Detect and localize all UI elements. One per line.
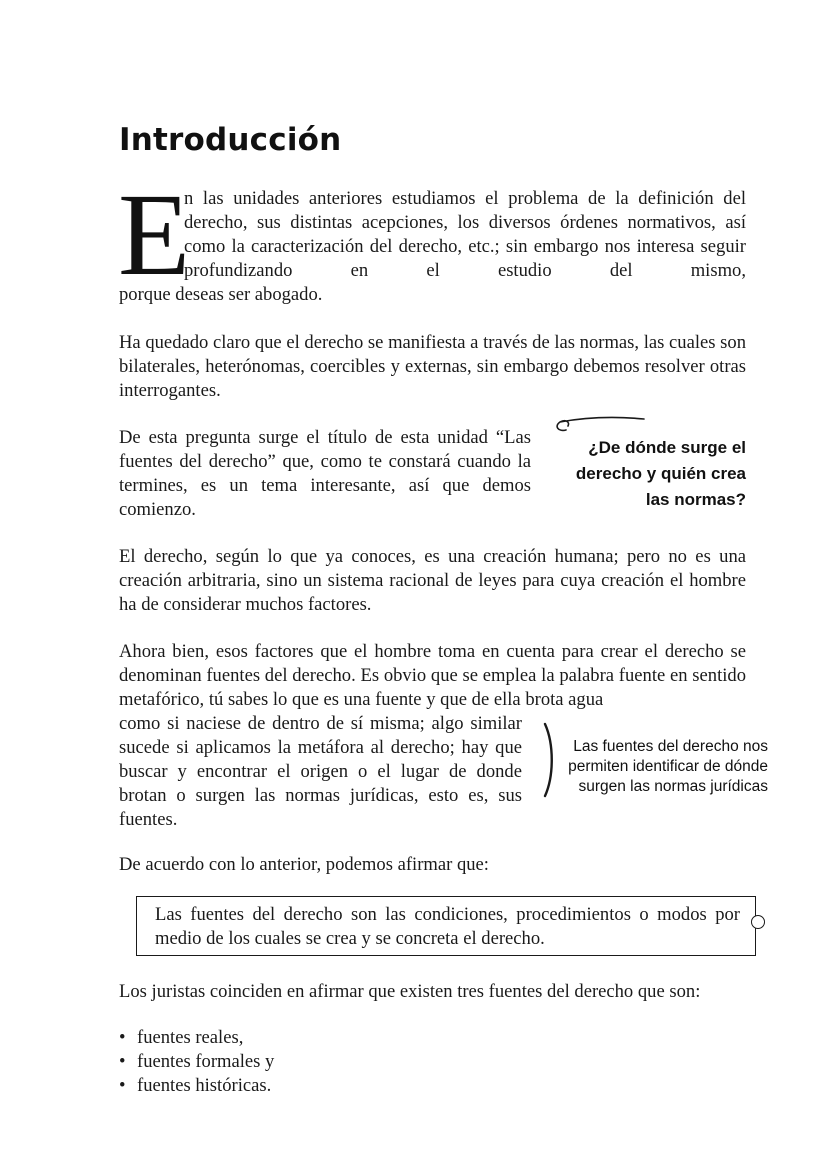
list-item-text: fuentes históricas.: [137, 1075, 272, 1096]
definition-text: Las fuentes del derecho son las condiciones, procedimientos o modos por medio de los cuales se crea y se concreta el derecho.: [155, 904, 740, 949]
paragraph-jurists: Los juristas coinciden en afirmar que existen tres fuentes del derecho que son:: [119, 981, 701, 1002]
drop-cap: E: [118, 169, 191, 300]
intro-paragraph: n las unidades anteriores estudiamos el problema de la definición del derecho, sus distintas acepciones, los diversos órdenes normativos, así como la caracterización del derecho, etc.; sin embargo nos interesa seguir profundizando en el estudio del mismo,: [184, 188, 746, 281]
list-item-text: fuentes formales y: [137, 1051, 275, 1072]
paragraph-human-creation: El derecho, según lo que ya conoces, es una creación humana; pero no es una creación arbitraria, sino un sistema racional de leyes para cuya creación el hombre ha de considerar muchos factores.: [119, 546, 746, 615]
callout-note: Las fuentes del derecho nos permiten identificar de dónde surgen las normas jurídicas: [568, 738, 768, 795]
list-item-text: fuentes reales,: [137, 1027, 244, 1048]
bullet-icon: •: [119, 1051, 126, 1072]
bullet-icon: •: [119, 1027, 126, 1048]
paragraph-factors-continued: como si naciese de dentro de sí misma; algo similar sucede si aplicamos la metáfora al derecho; hay que buscar y encontrar el origen o el lugar de donde brotan o surgen las normas jurídicas, esto es, sus fuentes.: [119, 713, 522, 830]
paragraph-unit-title: De esta pregunta surge el título de esta unidad “Las fuentes del derecho” que, como te constará cuando la termines, es un tema interesante, así que demos comienzo.: [119, 427, 531, 520]
page-title: Introducción: [119, 122, 342, 158]
bracket-icon: [540, 720, 560, 800]
paragraph-affirm: De acuerdo con lo anterior, podemos afirmar que:: [119, 854, 489, 875]
sources-list: [119, 1026, 274, 1098]
box-ring-icon: [751, 915, 765, 929]
paragraph-norms: Ha quedado claro que el derecho se manifiesta a través de las normas, las cuales son bilaterales, heterónomas, coercibles y externas, sin embargo debemos resolver otras interrogantes.: [119, 332, 746, 401]
intro-paragraph-last-line: porque deseas ser abogado.: [119, 284, 323, 305]
list-item: [119, 1074, 274, 1098]
paragraph-factors: Ahora bien, esos factores que el hombre toma en cuenta para crear el derecho se denominan fuentes del derecho. Es obvio que se emplea la palabra fuente en sentido metafórico, tú sabes lo que es una fuente y que de ella brota agua: [119, 641, 746, 710]
list-item: [119, 1050, 274, 1074]
definition-box: [136, 896, 756, 956]
bullet-icon: •: [119, 1075, 126, 1096]
callout-question: ¿De dónde surge el derecho y quién crea las normas?: [575, 438, 746, 509]
list-item: [119, 1026, 274, 1050]
